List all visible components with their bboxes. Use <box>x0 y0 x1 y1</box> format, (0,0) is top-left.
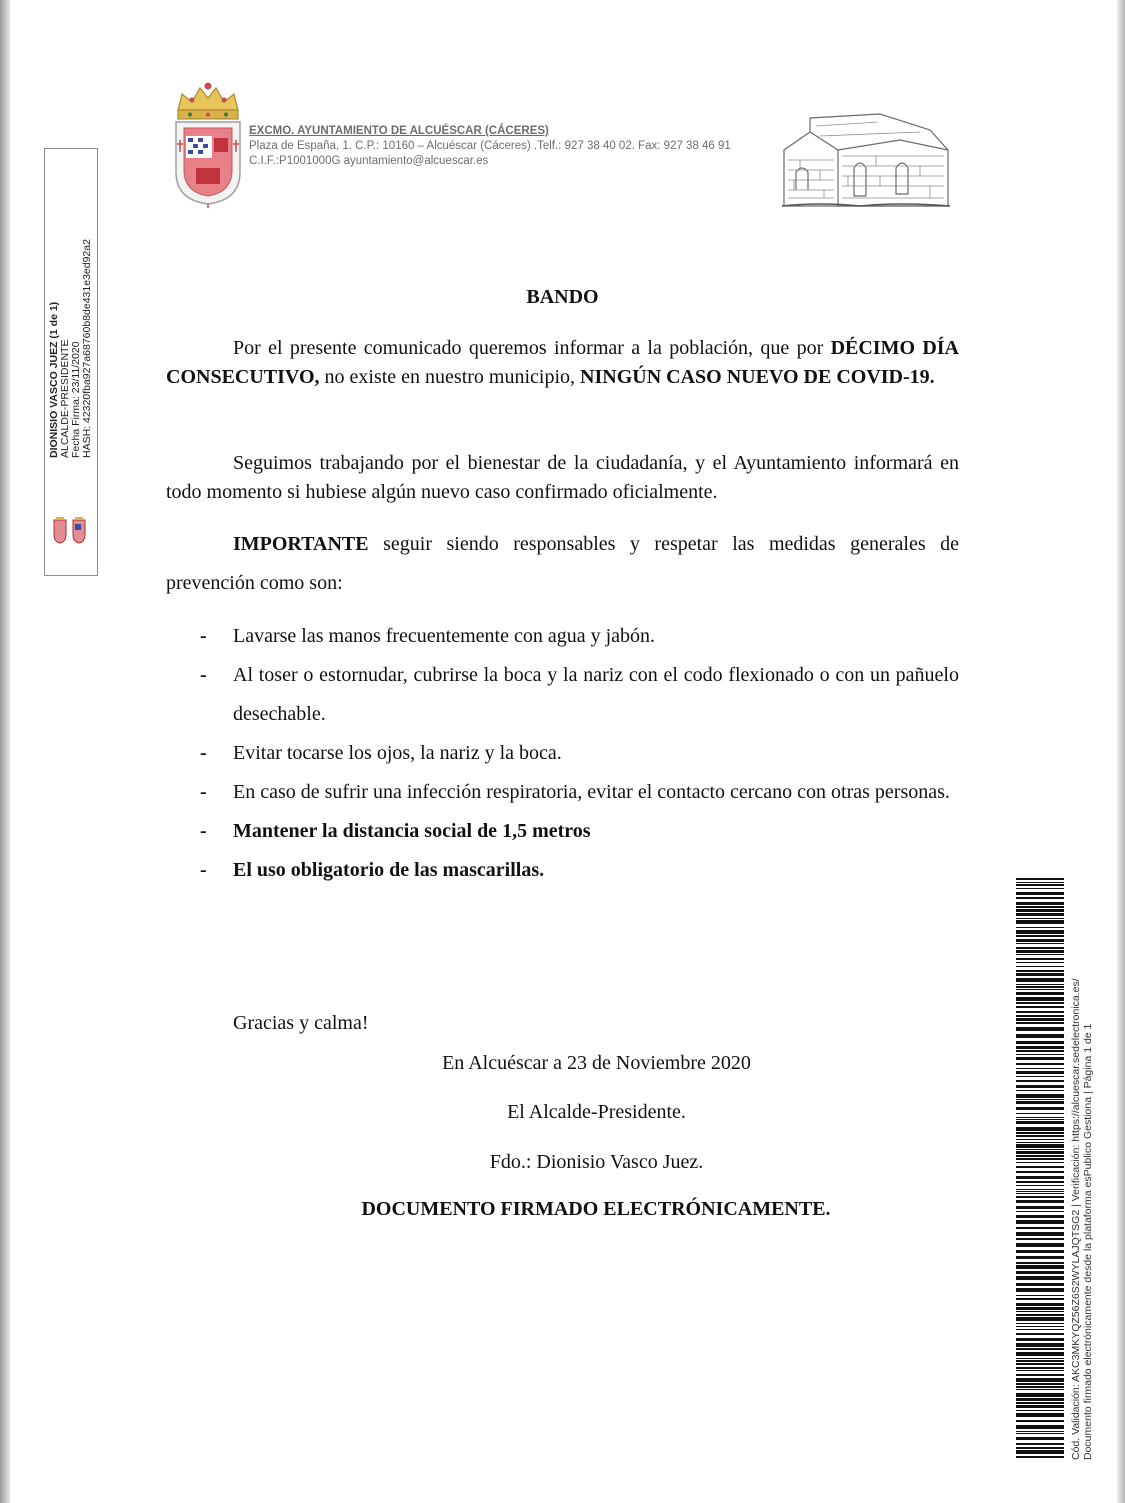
barcode-bar <box>1016 1386 1064 1388</box>
barcode-bar <box>1016 1076 1064 1077</box>
barcode-bar <box>1016 1360 1064 1362</box>
barcode-bar <box>1016 1450 1064 1454</box>
barcode-bar <box>1016 1343 1064 1347</box>
signer-title: El Alcalde-Presidente. <box>507 1101 686 1123</box>
announcement-bold-day: DÉCIMO DÍA CONSECUTIVO, <box>166 337 959 388</box>
barcode-bar <box>1016 1348 1064 1350</box>
barcode-bar <box>1016 1139 1064 1140</box>
barcode-bar <box>1016 1383 1064 1385</box>
list-item <box>196 773 959 812</box>
barcode-bar <box>1016 1307 1064 1310</box>
barcode-bar <box>1016 1370 1064 1371</box>
barcode-bar <box>1016 1338 1064 1341</box>
barcode-bar <box>1016 1002 1064 1004</box>
barcode-bar <box>1016 1420 1064 1422</box>
barcode-bar <box>1016 1367 1064 1369</box>
list-item <box>196 656 959 734</box>
letterhead-cif-email: C.I.F.:P1001000G ayuntamiento@alcuescar.es <box>249 155 489 167</box>
barcode-bar <box>1016 958 1064 960</box>
announcement-text-a: Por el presente comunicado queremos informar a la población, que por <box>233 337 831 359</box>
barcode-bar <box>1016 1189 1064 1190</box>
barcode-bar <box>1016 1071 1064 1074</box>
barcode-bar <box>1016 1303 1064 1306</box>
barcode-bar <box>1016 947 1064 949</box>
signature-date: Fecha Firma: 23/11/2020 <box>70 341 82 458</box>
barcode-bar <box>1016 1034 1064 1038</box>
barcode-bar <box>1016 1425 1064 1429</box>
barcode-bar <box>1016 1276 1064 1280</box>
barcode-bar <box>1016 1326 1064 1327</box>
barcode-bar <box>1016 1262 1064 1264</box>
barcode-bar <box>1016 1162 1064 1163</box>
small-crest-icon <box>51 516 89 544</box>
barcode-bar <box>1016 1196 1064 1198</box>
barcode-bar <box>1016 1011 1064 1013</box>
barcode-bar <box>1016 1166 1064 1168</box>
validation-code: Cód. Validación: AKC3MKYQZ56Z6S2WYLAJQTSG2 | Verificación: https://alcuescar.sedelectronica.es/ <box>1070 978 1082 1460</box>
barcode-bar <box>1016 1363 1064 1365</box>
barcode-bar <box>1016 1149 1064 1150</box>
closing-greeting: Gracias y calma! <box>233 1012 369 1034</box>
barcode-bar <box>1016 935 1064 937</box>
list-item <box>196 851 959 890</box>
barcode-bar <box>1016 1317 1064 1321</box>
announcement-bold-no-case: NINGÚN CASO NUEVO DE COVID-19. <box>580 366 935 388</box>
list-item-text: El uso obligatorio de las mascarillas. <box>233 859 545 881</box>
coat-of-arms-logo <box>168 80 248 208</box>
barcode-bar <box>1016 1050 1064 1052</box>
verification-footer <box>1070 978 1094 1460</box>
barcode-bar <box>1016 1329 1064 1330</box>
barcode-bar <box>1016 1018 1064 1021</box>
barcode-bar <box>1016 1437 1064 1440</box>
barcode-bar <box>1016 906 1064 908</box>
barcode-bar <box>1016 989 1064 990</box>
barcode-bar <box>1016 1358 1064 1359</box>
list-item-text: Mantener la distancia social de 1,5 metros <box>233 820 591 842</box>
list-item <box>196 617 959 656</box>
barcode-bar <box>1016 1085 1064 1088</box>
signature-hash: HASH: 42320fba927a68760b8de431e3ed92a2 <box>81 239 93 458</box>
barcode-bar <box>1016 909 1064 912</box>
barcode-bar <box>1016 984 1064 985</box>
barcode-bar <box>1016 1144 1064 1148</box>
barcode-bar <box>1016 878 1064 880</box>
barcode-bar <box>1016 978 1064 982</box>
barcode-bar <box>1016 1191 1064 1192</box>
document-title: BANDO <box>526 286 599 308</box>
signer-name: DIONISIO VASCO JUEZ (1 de 1) <box>48 301 60 458</box>
barcode-bar <box>1016 1314 1064 1316</box>
barcode-bar <box>1016 1456 1064 1458</box>
church-illustration <box>780 110 952 208</box>
paragraph-ongoing-work: Seguimos trabajando por el bienestar de la ciudadanía, y el Ayuntamiento informará en todo momento si hubiese algún nuevo caso confirmado oficialmente. <box>166 452 959 503</box>
barcode-bar <box>1016 1433 1064 1434</box>
platform-notice: Documento firmado electrónicamente desde la plataforma esPublico Gestiona | Página 1 de 1 <box>1082 1023 1094 1460</box>
barcode-bar <box>1016 954 1064 955</box>
barcode-bar <box>1016 986 1064 988</box>
page-left-edge <box>0 0 10 1503</box>
bullet-dash: - <box>200 820 207 842</box>
barcode-bar <box>1016 1015 1064 1017</box>
barcode-bar <box>1016 888 1064 889</box>
barcode-bar <box>1016 1132 1064 1134</box>
page-right-edge <box>1117 0 1125 1503</box>
barcode-bar <box>1016 950 1064 953</box>
barcode-bar <box>1016 1101 1064 1104</box>
barcode-bar <box>1016 1352 1064 1356</box>
barcode-bar <box>1016 1374 1064 1376</box>
barcode-bar <box>1016 1393 1064 1397</box>
barcode-bar <box>1016 1265 1064 1269</box>
signature-info <box>49 239 93 458</box>
barcode-bar <box>1016 1227 1064 1229</box>
barcode-bar <box>1016 930 1064 934</box>
barcode-bar <box>1016 1447 1064 1449</box>
bullet-dash: - <box>200 859 207 881</box>
barcode-bar <box>1016 962 1064 963</box>
barcode-bar <box>1016 1238 1064 1240</box>
barcode-bar <box>1016 1271 1064 1274</box>
barcode-bar <box>1016 1413 1064 1417</box>
barcode-bar <box>1016 1121 1064 1124</box>
list-item-text: Evitar tocarse los ojos, la nariz y la boca. <box>233 742 562 764</box>
barcode-bar <box>1016 1333 1064 1335</box>
barcode-bar <box>1016 897 1064 899</box>
barcode-bar <box>1016 1256 1064 1259</box>
barcode-bar <box>1016 1243 1064 1247</box>
barcode-bar <box>1016 1054 1064 1055</box>
barcode-bar <box>1016 1117 1064 1118</box>
barcode-bar <box>1016 1068 1064 1069</box>
barcode-bar <box>1016 1027 1064 1031</box>
barcode-bar <box>1016 1046 1064 1049</box>
barcode-bar <box>1016 1176 1064 1179</box>
barcode-bar <box>1016 1006 1064 1008</box>
barcode-bar <box>1016 1107 1064 1110</box>
barcode-bar <box>1016 1215 1064 1218</box>
important-text: seguir siendo responsables y respetar las medidas generales de prevención como son: <box>166 533 959 594</box>
electronic-signature-notice: DOCUMENTO FIRMADO ELECTRÓNICAMENTE. <box>361 1198 831 1220</box>
list-item <box>196 734 959 773</box>
barcode-bar <box>1016 1206 1064 1209</box>
barcode-bar <box>1016 1090 1064 1091</box>
barcode-bar <box>1016 1185 1064 1186</box>
barcode-bar <box>1016 1410 1064 1411</box>
barcode-bar <box>1016 1431 1064 1432</box>
barcode-bar <box>1016 1022 1064 1024</box>
signed-by: Fdo.: Dionisio Vasco Juez. <box>489 1151 704 1173</box>
barcode-bar <box>1016 973 1064 976</box>
list-item-text: Al toser o estornudar, cubrirse la boca y la nariz con el codo flexionado o con un pañuelo desechable. <box>233 664 959 725</box>
barcode-bar <box>1016 1298 1064 1300</box>
barcode-bar <box>1016 1119 1064 1120</box>
barcode-bar <box>1016 939 1064 942</box>
place-and-date: En Alcuéscar a 23 de Noviembre 2020 <box>442 1052 751 1074</box>
barcode-bar <box>1016 902 1064 905</box>
barcode-bar <box>1016 943 1064 944</box>
barcode-bar <box>1016 1142 1064 1143</box>
barcode-bar <box>1016 1405 1064 1408</box>
barcode-bar <box>1016 1135 1064 1137</box>
important-label: IMPORTANTE <box>233 533 369 555</box>
letterhead-title: EXCMO. AYUNTAMIENTO DE ALCUÉSCAR (CÁCERES) <box>249 125 549 137</box>
paragraph-announcement <box>166 334 959 392</box>
announcement-text-b: no existe en nuestro municipio, <box>319 366 581 388</box>
barcode-bar <box>1016 1127 1064 1131</box>
barcode-bar <box>1016 1155 1064 1157</box>
barcode-bar <box>1016 1220 1064 1224</box>
barcode-bar <box>1016 1250 1064 1253</box>
barcode-bar <box>1016 882 1064 883</box>
list-item-text: En caso de sufrir una infección respiratoria, evitar el contacto cercano con otras personas. <box>233 781 950 803</box>
validation-barcode <box>1016 878 1064 1458</box>
barcode-bar <box>1016 1200 1064 1203</box>
barcode-bar <box>1016 1113 1064 1114</box>
barcode-bar <box>1016 997 1064 1001</box>
barcode-bar <box>1016 1171 1064 1173</box>
bullet-dash: - <box>200 664 207 686</box>
barcode-bar <box>1016 1063 1064 1065</box>
barcode-bar <box>1016 1295 1064 1296</box>
bullet-dash: - <box>200 781 207 803</box>
barcode-bar <box>1016 920 1064 924</box>
signer-role: ALCALDE-PRESIDENTE <box>59 339 71 458</box>
list-item <box>196 812 959 851</box>
barcode-bar <box>1016 1193 1064 1194</box>
barcode-bar <box>1016 966 1064 967</box>
barcode-bar <box>1016 1443 1064 1445</box>
paragraph-important <box>166 525 959 603</box>
barcode-bar <box>1016 1080 1064 1082</box>
barcode-bar <box>1016 1398 1064 1401</box>
barcode-bar <box>1016 1041 1064 1044</box>
letterhead-address: Plaza de España, 1. C.P.: 10160 – Alcuéscar (Cáceres) .Telf.: 927 38 40 02. Fax: 927 38 46 91 <box>249 140 731 152</box>
barcode-bar <box>1016 1094 1064 1098</box>
barcode-bar <box>1016 927 1064 928</box>
barcode-bar <box>1016 1181 1064 1183</box>
barcode-bar <box>1016 1283 1064 1286</box>
barcode-bar <box>1016 1211 1064 1212</box>
barcode-bar <box>1016 1151 1064 1154</box>
barcode-bar <box>1016 1099 1064 1100</box>
barcode-bar <box>1016 884 1064 886</box>
prevention-measures-list <box>196 617 959 890</box>
barcode-bar <box>1016 1311 1064 1312</box>
barcode-bar <box>1016 1402 1064 1404</box>
letterhead <box>249 124 731 169</box>
barcode-bar <box>1016 1323 1064 1324</box>
barcode-bar <box>1016 918 1064 919</box>
barcode-bar <box>1016 892 1064 895</box>
bullet-dash: - <box>200 625 207 647</box>
barcode-bar <box>1016 913 1064 916</box>
barcode-bar <box>1016 970 1064 972</box>
barcode-bar <box>1016 1378 1064 1382</box>
barcode-bar <box>1016 1389 1064 1390</box>
barcode-bar <box>1016 1158 1064 1160</box>
barcode-bar <box>1016 992 1064 995</box>
barcode-bar <box>1016 1232 1064 1236</box>
barcode-bar <box>1016 1288 1064 1292</box>
barcode-bar <box>1016 1057 1064 1060</box>
bullet-dash: - <box>200 742 207 764</box>
list-item-text: Lavarse las manos frecuentemente con agua y jabón. <box>233 625 656 647</box>
